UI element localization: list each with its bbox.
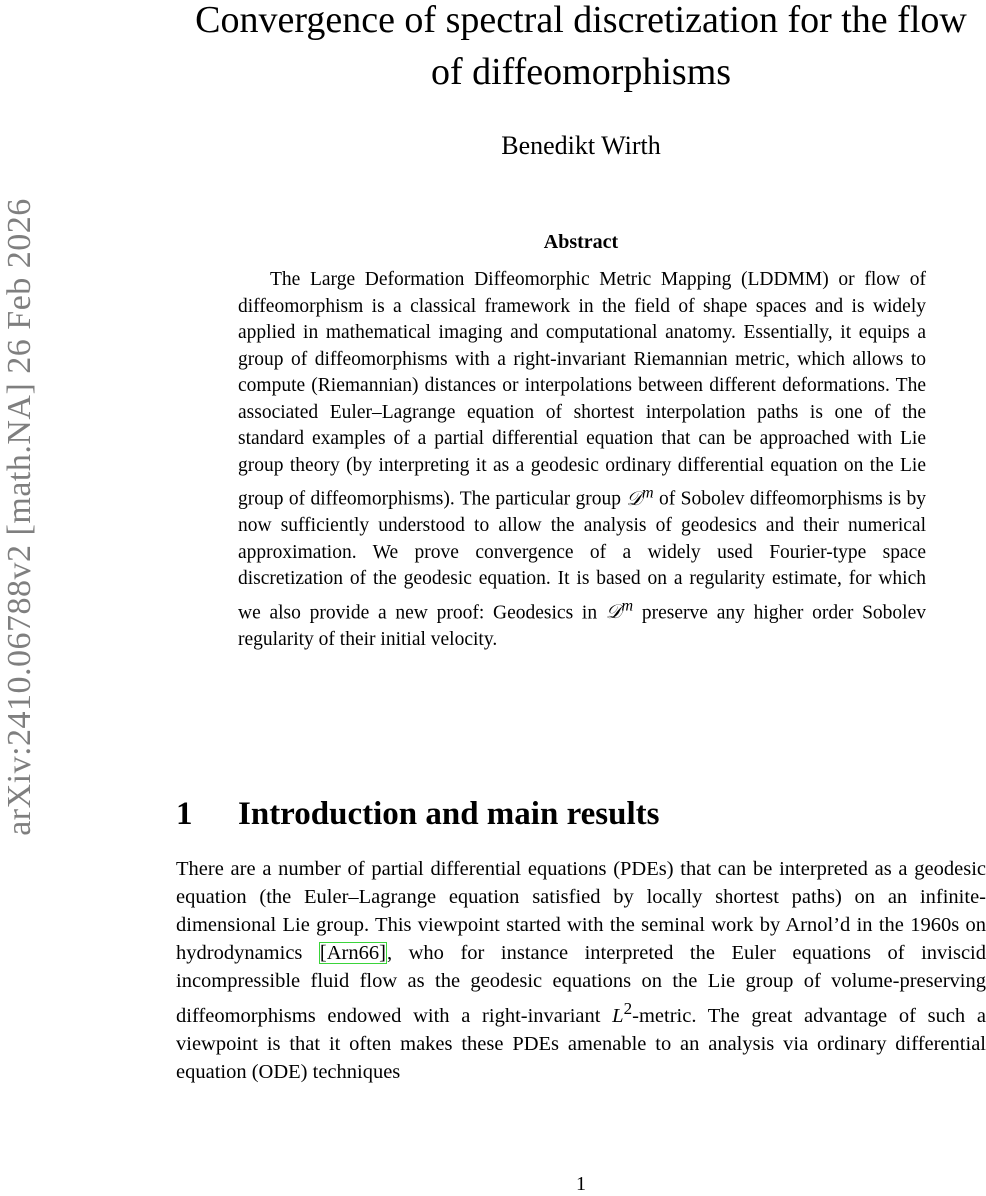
paper-title: Convergence of spectral discretization for the flow of diffeomorphisms [195,0,967,93]
section-heading-introduction [176,791,986,837]
math-l: L [612,1004,624,1027]
citation-link-arn66[interactable]: [Arn66] [319,942,386,964]
math-symbol-d-m-second [605,596,634,623]
page-number: 1 [576,1173,586,1195]
abstract-text-part1: The Large Deformation Diffeomorphic Metric Mapping (LDDMM) or flow of diffeomorphism is a classical framework in the field of shape spaces and is widely applied in mathematical imaging and computational anatomy. Essentially, it equips a group of diffeomorphisms with a right-invariant Riemannian metric, which allows to compute (Riemannian) distances or interpolations between different deformations. The associated Euler–Lagrange equation of shortest interpolation paths is one of the standard examples of a partial differential equation that can be approached with Lie group theory (by interpreting it as a geodesic ordinary differential equation on the Lie group of diffeomorphisms). The particular group [238,269,926,510]
intro-text-part3: -metric. The great advantage of such a viewpoint is that it often makes these PDEs amenable to an analysis via ordinary differential equation (ODE) techniques [176,1004,986,1083]
abstract-heading: Abstract [543,231,619,253]
math-superscript-m: m [641,483,654,501]
intro-text-part2: , who for instance interpreted the Euler equations of inviscid incompressible fluid flow as the geodesic equations on the Lie group of volume-preserving diffeomorphisms endowed with a right-invariant [176,942,986,1027]
abstract-body [238,267,926,653]
math-superscript-m-second: m [621,596,634,615]
abstract-text-part3: preserve any higher order Sobolev regularity of their initial velocity. [238,602,926,650]
math-symbol-d-m [626,483,654,510]
math-l2 [612,999,633,1027]
section-title: Introduction and main results [238,796,660,832]
intro-text-part1: There are a number of partial differential equations (PDEs) that can be interpreted as a geodesic equation (the Euler–Lagrange equation satisfied by locally shortest paths) on an infinite-dimensional Lie group. This viewpoint started with the seminal work by Arnol’d in the 1960s on hydrodynamics [176,858,986,964]
introduction-paragraph [176,855,986,1086]
math-l-superscript: 2 [623,999,633,1018]
arxiv-identifier: arXiv:2410.06788v2 [math.NA] 26 Feb 2026 [1,198,39,836]
section-number: 1 [176,796,193,832]
math-calligraphic-d-second: 𝒟 [605,602,622,623]
math-calligraphic-d: 𝒟 [626,488,642,510]
paper-author: Benedikt Wirth [501,131,661,160]
abstract-text-part2: of Sobolev diffeomorphisms is by now sufficiently understood to allow the analysis of geodesics and their numerical approximation. We prove convergence of a widely used Fourier-type space discretization of the geodesic equation. It is based on a regularity estimate, for which we also provide a new proof: Geodesics in [238,488,926,623]
arxiv-sidebar-stamp [0,122,40,912]
